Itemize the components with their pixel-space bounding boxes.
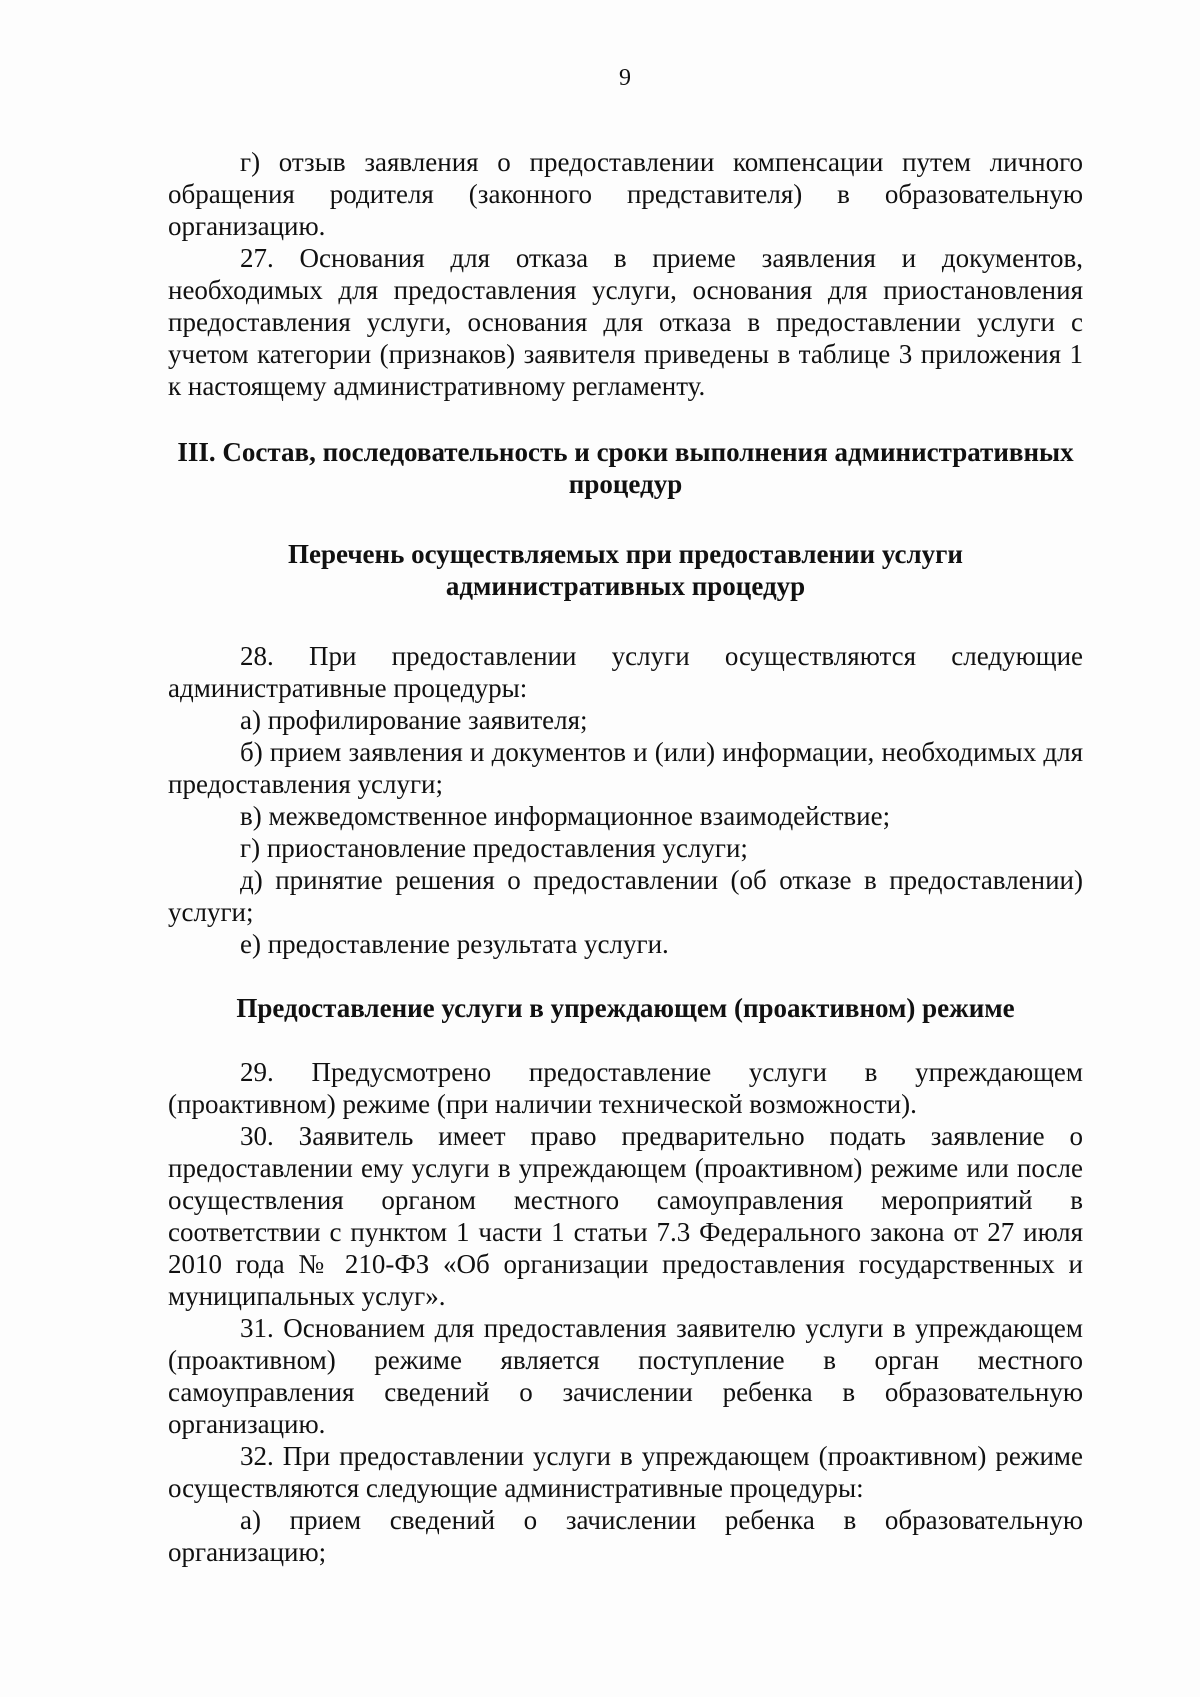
paragraph-30: 30. Заявитель имеет право предварительно подать заявление о предоставлении ему услуги в упреждающем (проактивном) режиме или после осуществления органом местного самоуправления мероприятий в соответствии с пунктом 1 части 1 статьи 7.3 Федерального закона от 27 июля 2010 года № 210-ФЗ «Об организации предоставления государственных и муниципальных услуг». — [168, 1121, 1083, 1311]
paragraph-29: 29. Предусмотрено предоставление услуги в упреждающем (проактивном) режиме (при наличии технической возможности). — [168, 1057, 1083, 1119]
subsection-title-proactive: Предоставление услуги в упреждающем (проактивном) режиме — [236, 993, 1015, 1023]
list-item: а) прием сведений о зачислении ребенка в образовательную организацию; — [168, 1505, 1083, 1567]
subsection-title-procedures: Перечень осуществляемых при предоставлении услуги административных процедур — [288, 539, 963, 601]
document-body — [168, 146, 1083, 1568]
paragraph-32: 32. При предоставлении услуги в упреждающем (проактивном) режиме осуществляются следующие административные процедуры: — [168, 1441, 1083, 1503]
section-title: III. Состав, последовательность и сроки выполнения административных процедур — [177, 437, 1074, 499]
list-item: а) профилирование заявителя; — [240, 705, 588, 735]
paragraph-g: г) отзыв заявления о предоставлении компенсации путем личного обращения родителя (законного представителя) в образовательную организацию. — [168, 147, 1083, 241]
paragraph-27: 27. Основания для отказа в приеме заявления и документов, необходимых для предоставления услуги, основания для приостановления предоставления услуги, основания для отказа в предоставлении услуги с учетом категории (признаков) заявителя приведены в таблице 3 приложения 1 к настоящему административному регламенту. — [168, 243, 1083, 401]
list-item: д) принятие решения о предоставлении (об отказе в предоставлении) услуги; — [168, 865, 1083, 927]
list-item: е) предоставление результата услуги. — [240, 929, 669, 959]
page-number: 9 — [619, 65, 631, 91]
paragraph-28: 28. При предоставлении услуги осуществляются следующие административные процедуры: — [168, 641, 1083, 703]
list-item: г) приостановление предоставления услуги; — [240, 833, 748, 863]
list-item: в) межведомственное информационное взаимодействие; — [240, 801, 891, 831]
list-item: б) прием заявления и документов и (или) информации, необходимых для предоставления услуги; — [168, 737, 1083, 799]
paragraph-31: 31. Основанием для предоставления заявителю услуги в упреждающем (проактивном) режиме является поступление в орган местного самоуправления сведений о зачислении ребенка в образовательную организацию. — [168, 1313, 1083, 1439]
